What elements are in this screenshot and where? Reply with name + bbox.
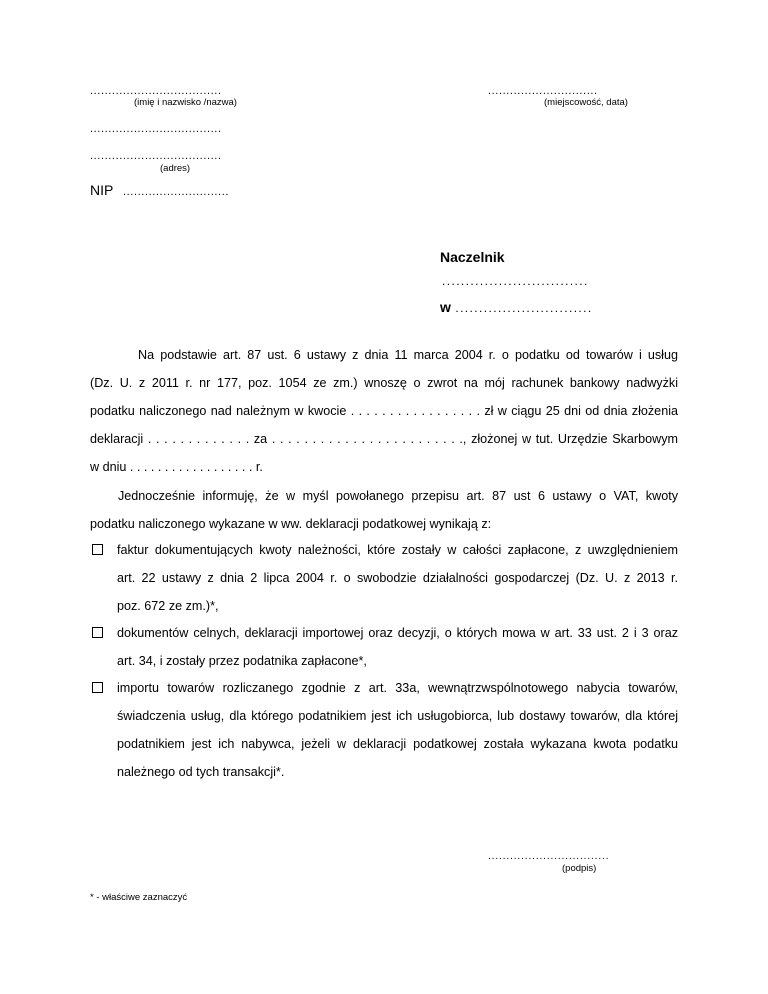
signature-dotted-line: .................................: [488, 851, 610, 862]
option-customs-documents-checkbox[interactable]: [92, 627, 103, 638]
option-customs-documents: [90, 619, 678, 675]
option-invoices-checkbox[interactable]: [92, 544, 103, 555]
option-line: faktur dokumentujących kwoty należności, które zostały w całości zapłacone, z uwzględnieniem: [117, 543, 678, 557]
request-paragraph-line: podatku naliczonego nad należnym w kwocie . . . . . . . . . . . . . . . . . zł w ciągu 25 dni od dnia złożenia: [90, 404, 678, 418]
request-paragraph-line: w dniu . . . . . . . . . . . . . . . . . . r.: [90, 460, 263, 474]
address-dotted-line-2: ....................................: [90, 150, 222, 162]
recipient-title: Naczelnik: [440, 249, 505, 265]
request-paragraph: [90, 341, 678, 481]
option-line: świadczenia usług, dla którego podatnikiem jest ich usługobiorca, lub dostawy towarów, dla której: [117, 709, 678, 723]
option-customs-documents-text: [90, 619, 678, 675]
option-line: importu towarów rozliczanego zgodnie z art. 33a, wewnątrzwspólnotowego nabycia towarów,: [117, 681, 678, 695]
request-paragraph-line: (Dz. U. z 2011 r. nr 177, poz. 1054 ze zm.) wnoszę o zwrot na mój rachunek bankowy nadwyżki: [90, 376, 678, 390]
place-date-label: (miejscowość, data): [544, 97, 628, 108]
nip-label: NIP: [90, 182, 114, 198]
signature-label: (podpis): [562, 863, 597, 874]
option-invoices-text: [90, 536, 678, 620]
option-import-goods-checkbox[interactable]: [92, 682, 103, 693]
nip-dotted-line: .............................: [122, 186, 230, 198]
option-invoices: [90, 536, 678, 620]
info-paragraph-line: Jednocześnie informuję, że w myśl powołanego przepisu art. 87 ust 6 ustawy o VAT, kwoty: [118, 489, 678, 503]
recipient-office-dotted-line: ...............................: [442, 274, 589, 288]
info-paragraph-line: podatku naliczonego wykazane w ww. deklaracji podatkowej wynikają z:: [90, 517, 492, 531]
footnote: * - właściwe zaznaczyć: [90, 892, 188, 903]
place-date-dotted-line: ..............................: [488, 85, 598, 97]
recipient-location: [440, 299, 593, 316]
option-import-goods: [90, 674, 678, 786]
option-line: art. 22 ustawy z dnia 2 lipca 2004 r. o swobodzie działalności gospodarczej (Dz. U. z 2013 r.: [117, 571, 678, 585]
option-line: art. 34, i zostały przez podatnika zapłacone*,: [117, 654, 367, 668]
address-dotted-line-1: ....................................: [90, 123, 222, 135]
option-line: dokumentów celnych, deklaracji importowej oraz decyzji, o których mowa w art. 33 ust. 2 i 3 oraz: [117, 626, 678, 640]
request-paragraph-line: Na podstawie art. 87 ust. 6 ustawy z dnia 11 marca 2004 r. o podatku od towarów i usług: [138, 348, 678, 362]
address-label: (adres): [160, 163, 191, 174]
info-paragraph: [90, 482, 678, 538]
name-label: (imię i nazwisko /nazwa): [134, 97, 237, 108]
option-line: poz. 672 ze zm.)*,: [117, 599, 219, 613]
name-dotted-line: ....................................: [90, 85, 222, 97]
recipient-location-dotted-line: .............................: [455, 301, 593, 315]
option-import-goods-text: [90, 674, 678, 786]
option-line: należnego od tych transakcji*.: [117, 765, 285, 779]
recipient-w-label: w: [440, 299, 451, 315]
nip-field: [90, 182, 229, 198]
option-line: podatnikiem jest ich nabywca, jeżeli w deklaracji podatkowej została wykazana kwota podatku: [117, 737, 678, 751]
request-paragraph-line: deklaracji . . . . . . . . . . . . . za . . . . . . . . . . . . . . . . . . . . . . . ., złożonej w tut. Urzędzie Skarbowym: [90, 432, 678, 446]
